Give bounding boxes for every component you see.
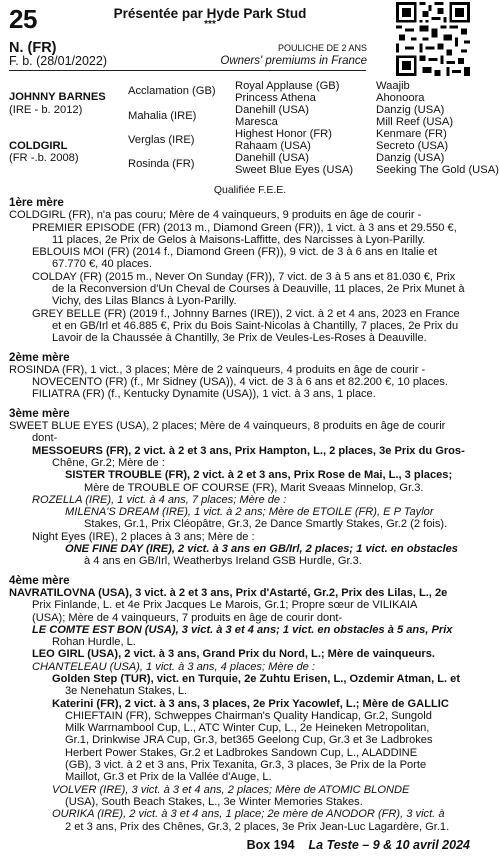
text-line: (USA), South Beach Stakes, L., 3e Winter Memories Stakes. [65, 795, 363, 808]
sire-name: JOHNNY BARNES [9, 91, 106, 103]
qualification-note: Qualifiée F.E.E. [213, 184, 287, 196]
text-line: SWEET BLUE EYES (USA), 2 places; Mère de 4 vainqueurs, 8 produits en âge de courir [9, 420, 446, 433]
text-line: OURIKA (IRE), 2 vict. à 3 et 4 ans, 1 place; 2e mère de ANODOR (FR), 3 vict. à [52, 808, 445, 821]
lot-number: 25 [9, 4, 37, 34]
ggg-parent: Waajib [376, 80, 410, 92]
granddam-maternal: Rosinda (FR) [128, 158, 195, 170]
text-line: ONE FINE DAY (IRE), 2 vict. à 3 ans en GB/Irl, 2 places; 1 vict. en obstacles [65, 543, 458, 556]
text-line: SISTER TROUBLE (FR), 2 vict. à 2 et 3 ans, Prix Rose de Mai, L., 3 places; [65, 469, 453, 482]
box-number: Box 194 [246, 838, 295, 852]
text-line: GREY BELLE (FR) (2019 f., Johnny Barnes (IRE)), 2 vict. à 2 et 4 ans, 2023 en France [32, 307, 460, 320]
text-line: à 4 ans en GB/Irl, Weatherbys Ireland GSB Hurdle, Gr.3. [84, 555, 362, 568]
text-line: NOVECENTO (FR) (f., Mr Sidney (USA)), 4 vict. de 3 à 6 ans et 82.200 €, 10 places. [32, 376, 448, 389]
text-line: et en GB/Irl et 46.885 €, Prix du Bois Saint-Nicolas à Chantilly, 7 places, 2e Prix du [52, 319, 459, 332]
great-grandparent: Princess Athena [235, 92, 316, 104]
text-line: MILENA'S DREAM (IRE), 1 vict. à 2 ans; Mère de ETOILE (FR), E P Taylor [65, 506, 434, 519]
text-line: (GB), 3 vict. à 2 et 3 ans, Prix Texanita, Gr.3, 3 places, 3e Prix de la Porte [65, 759, 427, 772]
text-line: NAVRATILOVNA (USA), 3 vict. à 2 et 3 ans, Prix d'Astarté, Gr.2, Prix des Lilas, L., 2e [9, 586, 448, 599]
text-line: Chêne, Gr.2; Mère de : [52, 456, 165, 469]
text-line: 11 places, 2e Prix de Gelos à Maisons-Laffitte, des Narcisses à Lyon-Parilly. [52, 233, 426, 246]
dam-detail: (FR -.b. 2008) [9, 152, 79, 164]
text-line: VOLVER (IRE), 3 vict. à 3 et 4 ans, 2 places; Mère de ATOMIC BLONDE [52, 783, 410, 796]
text-line: CHIEFTAIN (FR), Schweppes Chairman's Quality Handicap, Gr.2, Sungold [65, 709, 432, 722]
text-line: 3e Nenehatun Stakes, L. [65, 685, 188, 698]
header-divider [9, 70, 366, 71]
great-grandparent: Royal Applause (GB) [235, 80, 340, 92]
section-heading-4th-dam: 4ème mère [9, 573, 70, 587]
text-line: ROSINDA (FR), 1 vict., 3 places; Mère de 2 vainqueurs, 4 produits en âge de courir - [9, 363, 426, 376]
text-line: Vichy, des Lilas Blancs à Lyon-Parilly. [52, 295, 237, 308]
text-line: COLDAY (FR) (2015 m., Never On Sunday (FR)), 7 vict. de 3 à 5 ans et 81.030 €, Prix [32, 270, 456, 283]
grandsire-maternal: Verglas (IRE) [128, 134, 195, 146]
great-grandparent: Danehill (USA) [235, 104, 309, 116]
great-grandparent: Highest Honor (FR) [235, 128, 332, 140]
text-line: 67.770 €, 40 places. [52, 258, 152, 271]
horse-name: N. (FR) [9, 40, 57, 56]
ggg-parent: Secreto (USA) [376, 140, 449, 152]
text-line: Lavoir de la Chaussée à Chantilly, 3e Prix de Veules-Les-Roses à Deauville. [52, 332, 427, 345]
produce-record [9, 197, 493, 833]
great-grandparent: Maresca [235, 116, 278, 128]
text-line: LEO GIRL (USA), 2 vict. à 3 ans, Grand Prix du Nord, L.; Mère de vainqueurs. [32, 648, 435, 661]
birth-info: F. b. (28/01/2022) [9, 54, 107, 68]
consignor-stars: *** [204, 19, 216, 30]
text-line: Stakes, Gr.1, Prix Cléopâtre, Gr.3, 2e Dance Smartly Stakes, Gr.2 (2 fois). [84, 518, 448, 531]
sale-place-date: La Teste – 9 & 10 avril 2024 [308, 838, 470, 852]
text-line: Katerini (FR), 2 vict. à 3 ans, 3 places, 2e Prix Yacowlef, L.; Mère de GALLIC [52, 697, 449, 710]
granddam-paternal: Mahalia (IRE) [128, 110, 197, 122]
text-line: LE COMTE EST BON (USA), 3 vict. à 3 et 4 ans; 1 vict. en obstacles à 5 ans, Prix [32, 623, 453, 636]
dam-name: COLDGIRL [9, 140, 68, 152]
text-line: COLDGIRL (FR), n'a pas couru; Mère de 4 vainqueurs, 9 produits en âge de courir - [9, 209, 422, 222]
sire-detail: (IRE - b. 2012) [9, 104, 83, 116]
text-line: FILIATRA (FR) (f., Kentucky Dynamite (USA)), 1 vict. à 3 ans, 1 place. [32, 388, 376, 401]
ggg-parent: Mill Reef (USA) [376, 116, 454, 128]
text-line: (USA); Mère de 4 vainqueurs, 7 produits en âge de courir dont- [32, 611, 343, 624]
text-line: PREMIER EPISODE (FR) (2013 m., Diamond Green (FR)), 1 vict. à 3 ans et 29.550 €, [32, 221, 457, 234]
great-grandparent: Danehill (USA) [235, 152, 309, 164]
text-line: Prix Finlande, L. et 4e Prix Jacques Le Marois, Gr.1; Propre sœur de VILIKAIA [32, 599, 418, 612]
text-line: Night Eyes (IRE), 2 places à 3 ans; Mère de : [32, 530, 255, 543]
consignor-title: Présentée par Hyde Park Stud [113, 6, 307, 21]
qr-code[interactable] [396, 2, 470, 76]
text-line: Rohan Hurdle, L. [52, 636, 136, 649]
great-grandparent: Sweet Blue Eyes (USA) [235, 164, 354, 176]
section-heading-3rd-dam: 3ème mère [9, 406, 70, 420]
ggg-parent: Seeking The Gold (USA) [376, 164, 499, 176]
text-line: Herbert Power Stakes, Gr.2 et Ladbrokes Sandown Cup, L., ALADDINE [65, 746, 418, 759]
great-grandparent: Rahaam (USA) [235, 140, 311, 152]
text-line: Mère de TROUBLE OF COURSE (FR), Marit Sveaas Minnelop, Gr.3. [84, 481, 424, 494]
text-line: Milk Warrnambool Cup, L., ATC Winter Cup, L., 2e Heineken Metropolitan, [65, 722, 430, 735]
ggg-parent: Danzig (USA) [376, 104, 445, 116]
owners-premiums-label: Owners' premiums in France [220, 55, 367, 67]
text-line: Gr.1, Drinkwise JRA Cup, Gr.3, bet365 Geelong Cup, Gr.3 et 3e Ladbrokes [65, 734, 433, 747]
text-line: EBLOUIS MOI (FR) (2014 f., Diamond Green (FR)), 9 vict. de 3 à 6 ans en Italie et [32, 246, 438, 259]
text-line: Golden Step (TUR), vict. en Turquie, 2e Zuhtu Erisen, L., Ozdemir Atman, L. et [52, 672, 461, 685]
text-line: Maillot, Gr.3 et Prix de la Vallée d'Auge, L. [65, 771, 272, 784]
text-line: 2 et 3 ans, Prix des Chênes, Gr.3, 2 places, 3e Prix Jean-Luc Lagardère, Gr.1. [65, 820, 450, 833]
grandsire-paternal: Acclamation (GB) [128, 85, 216, 97]
text-line: MESSOEURS (FR), 2 vict. à 2 et 3 ans, Prix Hampton, L., 2 places, 3e Prix du Gros- [32, 444, 465, 457]
text-line: dont- [32, 432, 58, 445]
text-line: de la Reconversion d'Un Cheval de Courses à Deauville, 11 places, 2e Prix Munet à [52, 283, 465, 296]
text-line: ROZELLA (IRE), 1 vict. à 4 ans, 7 places; Mère de : [32, 493, 287, 506]
ggg-parent: Kenmare (FR) [376, 128, 447, 140]
sex-age-label: POULICHE DE 2 ANS [277, 43, 367, 53]
section-heading-1st-dam: 1ère mère [9, 196, 64, 209]
text-line: CHANTELEAU (USA), 1 vict. à 3 ans, 4 places; Mère de : [32, 660, 315, 673]
section-heading-2nd-dam: 2ème mère [9, 350, 70, 364]
ggg-parent: Ahonoora [376, 92, 425, 104]
ggg-parent: Danzig (USA) [376, 152, 445, 164]
page-footer [0, 838, 470, 852]
